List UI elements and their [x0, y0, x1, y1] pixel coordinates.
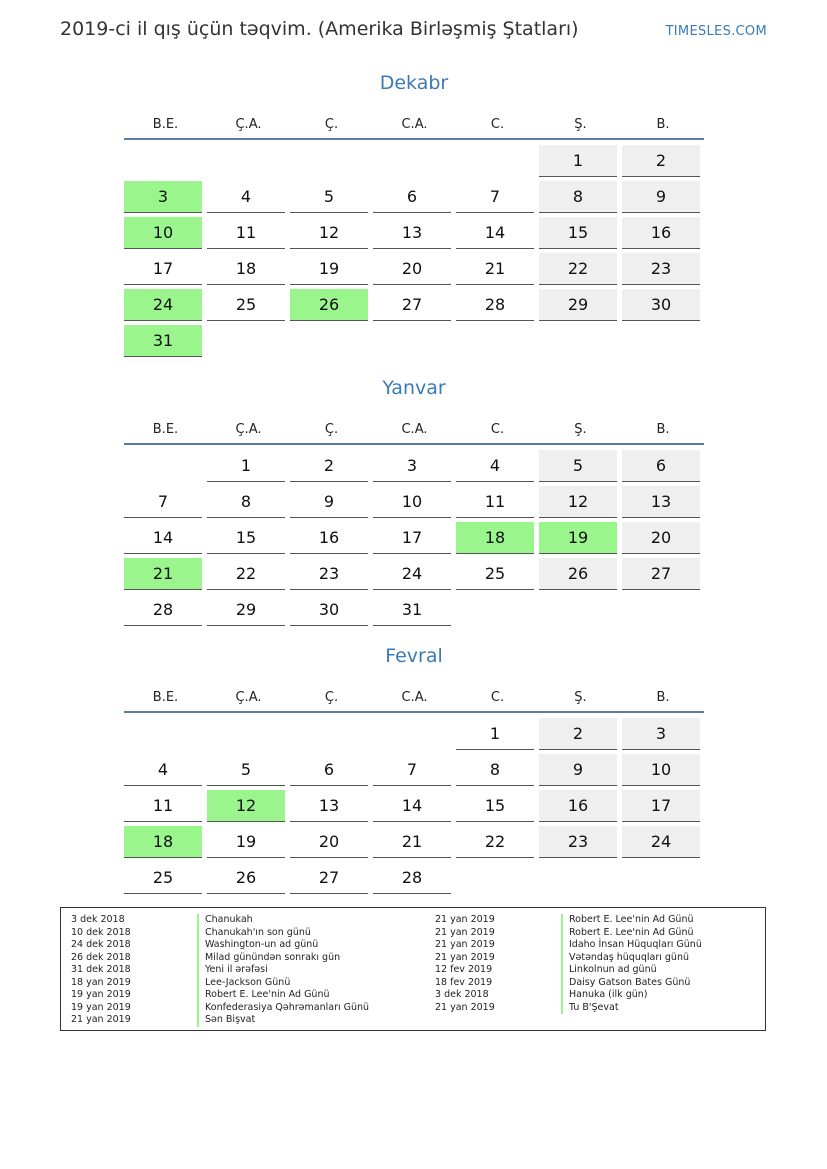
week-row — [124, 790, 704, 826]
day-cell[interactable]: 21 — [373, 826, 451, 858]
holiday-date: 21 yan 2019 — [435, 914, 495, 925]
weekday-label: Ç.A. — [235, 690, 262, 705]
empty-cell — [124, 718, 202, 750]
day-cell[interactable]: 27 — [290, 862, 368, 894]
holiday-name: Sən Bişvat — [197, 1014, 255, 1027]
holiday-day-cell[interactable]: 10 — [124, 217, 202, 249]
holiday-entry — [61, 939, 369, 952]
holiday-day-cell[interactable]: 26 — [290, 289, 368, 321]
day-cell[interactable]: 13 — [622, 486, 700, 518]
week-row — [124, 486, 704, 522]
weekday-label: B. — [656, 690, 670, 705]
holiday-list-left — [61, 914, 369, 1027]
day-cell[interactable]: 29 — [539, 289, 617, 321]
day-cell[interactable]: 22 — [539, 253, 617, 285]
holiday-date: 3 dek 2018 — [435, 989, 489, 1000]
weekday-label: Ş. — [574, 422, 587, 437]
holiday-date: 21 yan 2019 — [435, 1001, 495, 1013]
holiday-day-cell[interactable]: 24 — [124, 289, 202, 321]
day-cell[interactable]: 15 — [207, 522, 285, 554]
day-cell[interactable]: 9 — [539, 754, 617, 786]
day-cell[interactable]: 21 — [456, 253, 534, 285]
holiday-name: Hanuka (ilk gün) — [561, 989, 647, 1002]
day-cell[interactable]: 6 — [622, 450, 700, 482]
holiday-entry — [425, 977, 702, 990]
holiday-name: Chanukah — [197, 914, 253, 927]
holiday-entry — [61, 1014, 369, 1027]
holiday-date: 21 yan 2019 — [435, 926, 495, 938]
holiday-name: Lee-Jackson Günü — [197, 977, 290, 990]
day-cell[interactable]: 7 — [456, 181, 534, 213]
day-cell[interactable]: 10 — [373, 486, 451, 518]
day-cell[interactable]: 28 — [124, 594, 202, 626]
day-cell[interactable]: 13 — [373, 217, 451, 249]
day-cell[interactable]: 20 — [290, 826, 368, 858]
weekday-label: B. — [656, 422, 670, 437]
holiday-date: 18 yan 2019 — [71, 976, 131, 988]
holiday-name: Idaho İnsan Hüquqları Günü — [561, 939, 702, 952]
week-row — [124, 325, 704, 361]
weekday-label: B.E. — [152, 117, 179, 132]
empty-cell — [456, 145, 534, 177]
holiday-entry — [425, 989, 702, 1002]
day-cell[interactable]: 9 — [622, 181, 700, 213]
holiday-date: 24 dek 2018 — [71, 939, 131, 950]
holiday-entry — [61, 977, 369, 990]
day-cell[interactable]: 4 — [124, 754, 202, 786]
day-cell[interactable]: 25 — [207, 289, 285, 321]
holiday-entry — [425, 964, 702, 977]
holiday-name: Robert E. Lee'nin Ad Günü — [561, 927, 694, 940]
day-cell[interactable]: 19 — [207, 826, 285, 858]
week-row — [124, 826, 704, 862]
day-cell[interactable]: 17 — [622, 790, 700, 822]
day-cell[interactable]: 17 — [373, 522, 451, 554]
day-cell[interactable]: 22 — [456, 826, 534, 858]
day-cell[interactable]: 11 — [124, 790, 202, 822]
empty-cell — [124, 145, 202, 177]
empty-cell — [539, 862, 617, 894]
day-cell[interactable]: 16 — [622, 217, 700, 249]
day-cell[interactable]: 14 — [373, 790, 451, 822]
holiday-date: 19 yan 2019 — [71, 1001, 131, 1013]
weekday-label: Ç. — [324, 422, 339, 437]
holiday-entry — [61, 964, 369, 977]
empty-cell — [622, 862, 700, 894]
day-cell[interactable]: 1 — [207, 450, 285, 482]
weekday-label: C. — [490, 690, 505, 705]
holiday-day-cell[interactable]: 18 — [124, 826, 202, 858]
weekday-label: C.A. — [401, 690, 428, 705]
weekday-label: C.A. — [401, 117, 428, 132]
empty-cell — [124, 450, 202, 482]
empty-cell — [207, 145, 285, 177]
holiday-date: 3 dek 2018 — [71, 914, 125, 925]
day-cell[interactable]: 11 — [456, 486, 534, 518]
weekday-label: B.E. — [152, 690, 179, 705]
month-dekabr — [124, 68, 704, 361]
day-cell[interactable]: 17 — [124, 253, 202, 285]
day-cell[interactable]: 2 — [539, 718, 617, 750]
holiday-entry — [61, 914, 369, 927]
week-row — [124, 522, 704, 558]
month-fevral — [124, 641, 704, 898]
holiday-date: 31 dek 2018 — [71, 964, 131, 975]
weekday-label: Ç. — [324, 690, 339, 705]
day-cell[interactable]: 7 — [373, 754, 451, 786]
month-title: Dekabr — [379, 72, 449, 94]
day-cell[interactable]: 4 — [456, 450, 534, 482]
day-cell[interactable]: 6 — [373, 181, 451, 213]
holiday-entry — [425, 1002, 702, 1015]
holiday-day-cell[interactable]: 21 — [124, 558, 202, 590]
day-cell[interactable]: 16 — [539, 790, 617, 822]
holiday-list-right — [425, 914, 702, 1014]
week-row — [124, 450, 704, 486]
holiday-name: Washington-un ad günü — [197, 939, 318, 952]
weekday-label: C. — [490, 117, 505, 132]
holiday-date: 21 yan 2019 — [435, 951, 495, 963]
holiday-date: 21 yan 2019 — [71, 1014, 131, 1025]
site-link[interactable]: TIMESLES.COM — [665, 24, 767, 39]
empty-cell — [373, 325, 451, 357]
month-title: Fevral — [385, 645, 443, 667]
day-cell[interactable]: 24 — [622, 826, 700, 858]
weekday-label: C. — [490, 422, 505, 437]
day-cell[interactable]: 13 — [290, 790, 368, 822]
week-row — [124, 253, 704, 289]
day-cell[interactable]: 1 — [456, 718, 534, 750]
day-cell[interactable]: 24 — [373, 558, 451, 590]
empty-cell — [456, 862, 534, 894]
day-cell[interactable]: 18 — [207, 253, 285, 285]
day-cell[interactable]: 5 — [207, 754, 285, 786]
day-cell[interactable]: 26 — [207, 862, 285, 894]
weekday-label: Ç.A. — [235, 422, 262, 437]
day-cell[interactable]: 8 — [539, 181, 617, 213]
holiday-entry — [61, 989, 369, 1002]
holiday-name: Vətəndaş hüquqları günü — [561, 952, 689, 965]
holiday-date: 12 fev 2019 — [435, 964, 493, 975]
holiday-entry — [425, 939, 702, 952]
holiday-entry — [425, 952, 702, 965]
week-row — [124, 181, 704, 217]
day-cell[interactable]: 29 — [207, 594, 285, 626]
day-cell[interactable]: 30 — [290, 594, 368, 626]
empty-cell — [622, 594, 700, 626]
holiday-entry — [425, 914, 702, 927]
day-cell[interactable]: 2 — [290, 450, 368, 482]
day-cell[interactable]: 30 — [622, 289, 700, 321]
day-cell[interactable]: 20 — [373, 253, 451, 285]
month-title: Yanvar — [382, 377, 446, 399]
holiday-name: Tu B'Şevat — [561, 1002, 619, 1015]
weekday-header — [124, 677, 704, 713]
day-cell[interactable]: 31 — [373, 594, 451, 626]
weekday-label: C.A. — [401, 422, 428, 437]
holiday-day-cell[interactable]: 18 — [456, 522, 534, 554]
day-cell[interactable]: 10 — [622, 754, 700, 786]
holiday-name: Milad günündən sonrakı gün — [197, 952, 340, 965]
holiday-name: Linkolnun ad günü — [561, 964, 657, 977]
day-cell[interactable]: 4 — [207, 181, 285, 213]
day-cell[interactable]: 5 — [539, 450, 617, 482]
day-cell[interactable]: 8 — [456, 754, 534, 786]
weekday-label: B. — [656, 117, 670, 132]
holiday-name: Daisy Gatson Bates Günü — [561, 977, 690, 990]
empty-cell — [456, 325, 534, 357]
holiday-date: 26 dek 2018 — [71, 951, 131, 963]
empty-cell — [207, 325, 285, 357]
weekday-label: Ş. — [574, 117, 587, 132]
day-cell[interactable]: 2 — [622, 145, 700, 177]
holiday-date: 10 dek 2018 — [71, 926, 131, 938]
weekday-label: B.E. — [152, 422, 179, 437]
week-row — [124, 145, 704, 181]
day-cell[interactable]: 28 — [456, 289, 534, 321]
empty-cell — [539, 594, 617, 626]
holiday-entry — [61, 1002, 369, 1015]
week-row — [124, 289, 704, 325]
empty-cell — [290, 718, 368, 750]
day-cell[interactable]: 25 — [124, 862, 202, 894]
day-cell[interactable]: 14 — [456, 217, 534, 249]
day-cell[interactable]: 23 — [290, 558, 368, 590]
empty-cell — [290, 145, 368, 177]
holiday-name: Yeni il ərəfəsi — [197, 964, 268, 977]
holiday-day-cell[interactable]: 3 — [124, 181, 202, 213]
holiday-entry — [61, 927, 369, 940]
holiday-list — [60, 907, 766, 1031]
empty-cell — [207, 718, 285, 750]
holiday-entry — [425, 927, 702, 940]
holiday-name: Robert E. Lee'nin Ad Günü — [561, 914, 694, 927]
day-cell[interactable]: 27 — [622, 558, 700, 590]
month-yanvar — [124, 373, 704, 630]
holiday-name: Chanukah'ın son günü — [197, 927, 311, 940]
week-row — [124, 718, 704, 754]
day-cell[interactable]: 14 — [124, 522, 202, 554]
weekday-header — [124, 409, 704, 445]
day-cell[interactable]: 15 — [539, 217, 617, 249]
weekday-label: Ç.A. — [235, 117, 262, 132]
weekday-header — [124, 104, 704, 140]
week-row — [124, 594, 704, 630]
day-cell[interactable]: 28 — [373, 862, 451, 894]
day-cell[interactable]: 5 — [290, 181, 368, 213]
day-cell[interactable]: 1 — [539, 145, 617, 177]
day-cell[interactable]: 8 — [207, 486, 285, 518]
page-title: 2019-ci il qış üçün təqvim. (Amerika Birləşmiş Ştatları) — [60, 18, 579, 40]
weekday-label: Ç. — [324, 117, 339, 132]
day-cell[interactable]: 9 — [290, 486, 368, 518]
holiday-day-cell[interactable]: 31 — [124, 325, 202, 357]
empty-cell — [373, 145, 451, 177]
day-cell[interactable]: 25 — [456, 558, 534, 590]
weekday-label: Ş. — [574, 690, 587, 705]
holiday-entry — [61, 952, 369, 965]
day-cell[interactable]: 15 — [456, 790, 534, 822]
day-cell[interactable]: 19 — [290, 253, 368, 285]
day-cell[interactable]: 12 — [539, 486, 617, 518]
holiday-day-cell[interactable]: 12 — [207, 790, 285, 822]
empty-cell — [539, 325, 617, 357]
week-row — [124, 754, 704, 790]
week-row — [124, 862, 704, 898]
day-cell[interactable]: 23 — [539, 826, 617, 858]
holiday-day-cell[interactable]: 19 — [539, 522, 617, 554]
empty-cell — [373, 718, 451, 750]
day-cell[interactable]: 7 — [124, 486, 202, 518]
week-row — [124, 217, 704, 253]
empty-cell — [456, 594, 534, 626]
day-cell[interactable]: 16 — [290, 522, 368, 554]
day-cell[interactable]: 26 — [539, 558, 617, 590]
day-cell[interactable]: 12 — [290, 217, 368, 249]
day-cell[interactable]: 3 — [373, 450, 451, 482]
holiday-date: 21 yan 2019 — [435, 939, 495, 950]
day-cell[interactable]: 3 — [622, 718, 700, 750]
day-cell[interactable]: 20 — [622, 522, 700, 554]
holiday-date: 18 fev 2019 — [435, 976, 493, 988]
holiday-date: 19 yan 2019 — [71, 989, 131, 1000]
day-cell[interactable]: 22 — [207, 558, 285, 590]
empty-cell — [290, 325, 368, 357]
day-cell[interactable]: 27 — [373, 289, 451, 321]
holiday-name: Konfederasiya Qəhrəmanları Günü — [197, 1002, 369, 1015]
day-cell[interactable]: 11 — [207, 217, 285, 249]
empty-cell — [622, 325, 700, 357]
day-cell[interactable]: 6 — [290, 754, 368, 786]
week-row — [124, 558, 704, 594]
holiday-name: Robert E. Lee'nin Ad Günü — [197, 989, 330, 1002]
day-cell[interactable]: 23 — [622, 253, 700, 285]
